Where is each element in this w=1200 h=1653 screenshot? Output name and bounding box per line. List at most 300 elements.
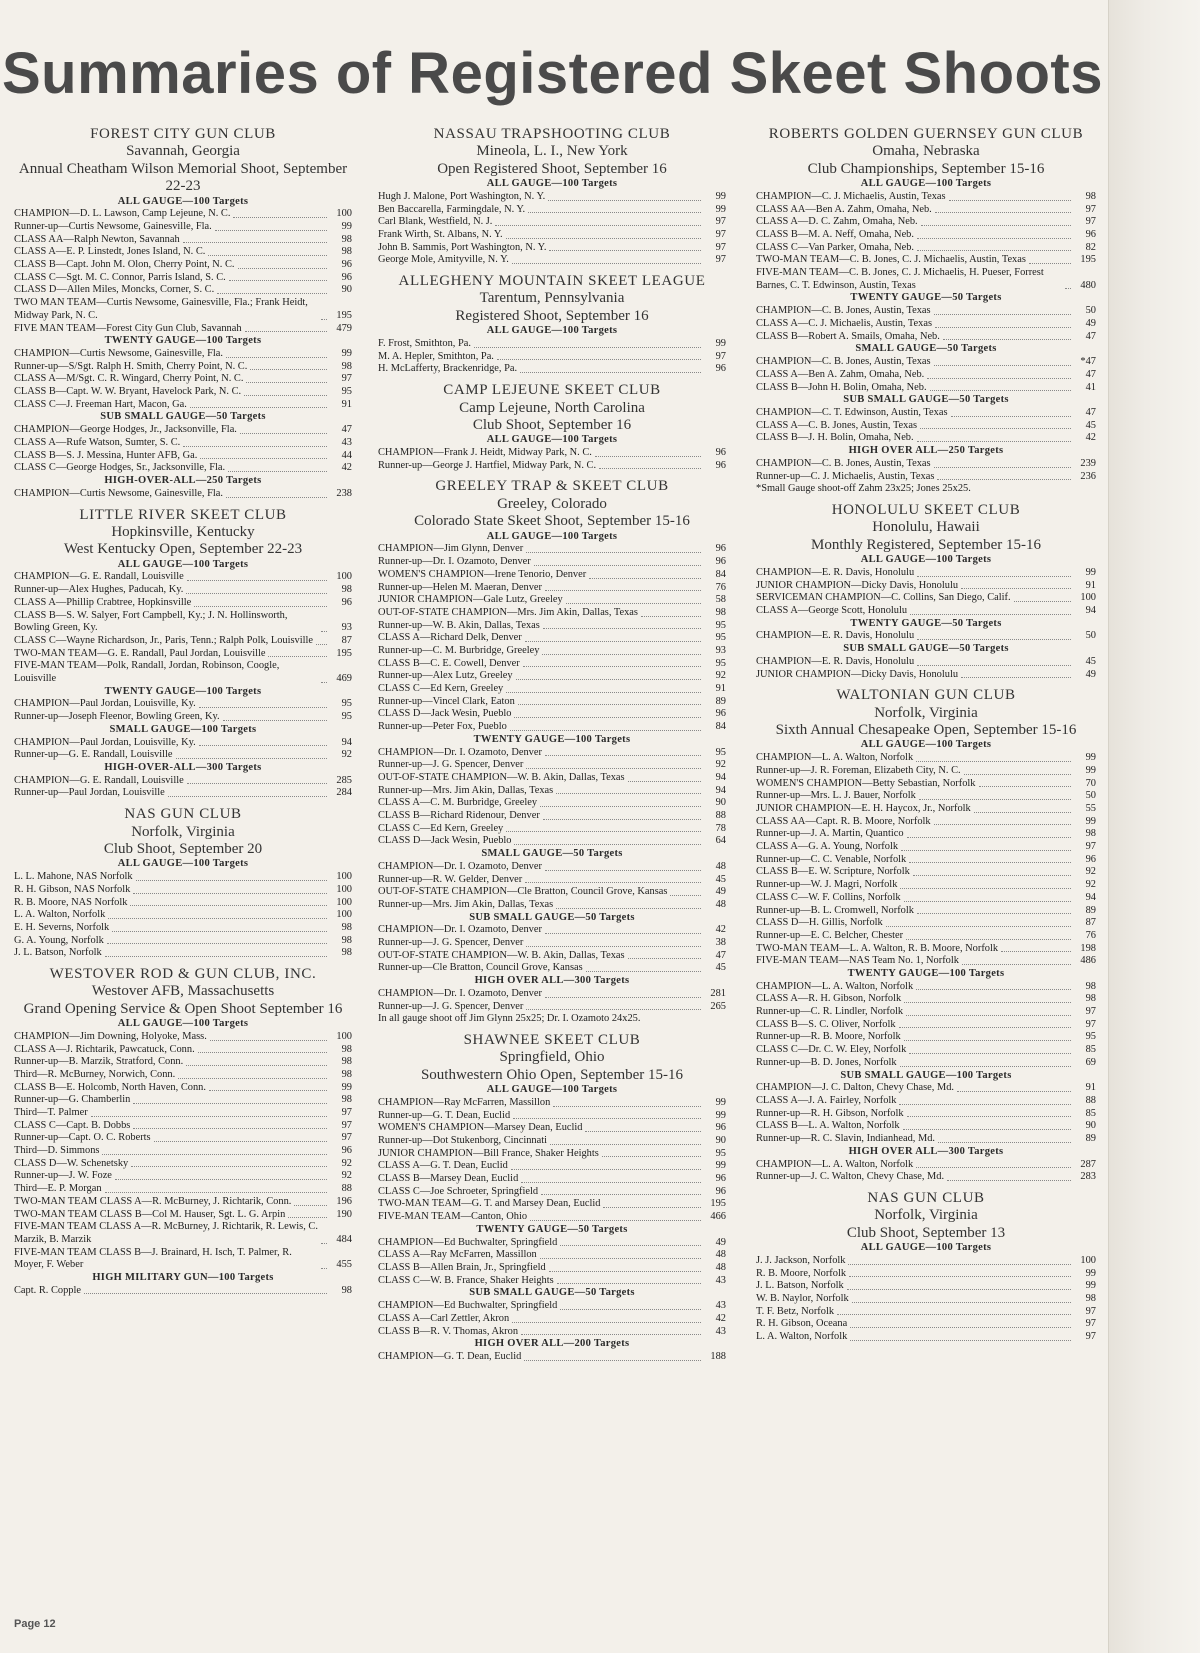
result-score: 95 bbox=[715, 657, 726, 669]
dot-leader bbox=[934, 365, 1071, 366]
result-row bbox=[756, 605, 1096, 618]
dot-leader bbox=[850, 1327, 1071, 1328]
result-name: CLASS AA—Ralph Newton, Savannah bbox=[14, 233, 180, 245]
result-score: 99 bbox=[341, 1081, 352, 1093]
dot-leader bbox=[917, 250, 1071, 251]
dot-leader bbox=[906, 939, 1071, 940]
dot-leader bbox=[521, 1334, 701, 1335]
result-name: CLASS C—Sgt. M. C. Connor, Parris Island, S. C. bbox=[14, 271, 226, 283]
dot-leader bbox=[199, 707, 327, 708]
result-name: JUNIOR CHAMPION—Dicky Davis, Honolulu bbox=[756, 579, 959, 591]
result-score: 49 bbox=[1085, 317, 1096, 329]
club-name: CAMP LEJEUNE SKEET CLUB bbox=[443, 382, 661, 399]
club-location: Springfield, Ohio bbox=[499, 1049, 605, 1066]
event-title: Sixth Annual Chesapeake Open, September 15-16 bbox=[775, 722, 1077, 739]
result-row bbox=[378, 1122, 726, 1135]
result-row bbox=[756, 752, 1096, 765]
result-name: CLASS AA—Ben A. Zahm, Omaha, Neb. bbox=[756, 203, 932, 215]
dot-leader bbox=[938, 1142, 1071, 1143]
gauge-heading: SMALL GAUGE—50 Targets bbox=[481, 848, 623, 860]
club-name: HONOLULU SKEET CLUB bbox=[831, 501, 1021, 518]
result-score: 97 bbox=[341, 373, 352, 385]
result-score: 44 bbox=[341, 449, 352, 461]
dot-leader bbox=[917, 576, 1071, 577]
result-row bbox=[378, 1001, 726, 1014]
result-name: R. B. Moore, Norfolk bbox=[756, 1267, 847, 1279]
result-name: Runner-up—W. B. Akin, Dallas, Texas bbox=[378, 619, 540, 631]
result-name: CHAMPION—E. R. Davis, Honolulu bbox=[756, 655, 915, 667]
dot-leader bbox=[521, 1182, 701, 1183]
result-name: CLASS A—G. A. Young, Norfolk bbox=[756, 841, 899, 853]
event-title: Club Championships, September 15-16 bbox=[807, 160, 1045, 177]
result-name: Runner-up—J. C. Walton, Chevy Chase, Md. bbox=[756, 1171, 945, 1183]
result-name: George Mole, Amityville, N. Y. bbox=[378, 254, 509, 266]
result-name: CLASS A—E. P. Linstedt, Jones Island, N. C. bbox=[14, 246, 206, 258]
result-row bbox=[756, 471, 1096, 484]
result-row bbox=[378, 899, 726, 912]
result-score: 195 bbox=[1080, 254, 1096, 266]
dot-leader bbox=[540, 806, 701, 807]
result-name: Runner-up—C. R. Lindler, Norfolk bbox=[756, 1006, 904, 1018]
result-score: 99 bbox=[715, 190, 726, 202]
dot-leader bbox=[957, 1091, 1071, 1092]
result-name: CLASS A—J. Richtarik, Pawcatuck, Conn. bbox=[14, 1043, 195, 1055]
result-name: OUT-OF-STATE CHAMPION—W. B. Akin, Dallas, Texas bbox=[378, 771, 625, 783]
dot-leader bbox=[506, 238, 701, 239]
dot-leader bbox=[541, 1194, 701, 1195]
dot-leader bbox=[628, 781, 701, 782]
result-row bbox=[14, 711, 352, 724]
dot-leader bbox=[186, 593, 327, 594]
result-row bbox=[756, 420, 1096, 433]
result-row bbox=[378, 1351, 726, 1364]
dot-leader bbox=[229, 280, 327, 281]
result-score: 98 bbox=[1085, 993, 1096, 1005]
dot-leader bbox=[131, 1166, 327, 1167]
result-row bbox=[14, 1056, 352, 1069]
dot-leader bbox=[516, 679, 701, 680]
result-row bbox=[14, 208, 352, 221]
dot-leader bbox=[321, 682, 327, 683]
result-name: FIVE-MAN TEAM CLASS B—J. Brainard, H. Isch, T. Palmer, R. Moyer, F. Weber bbox=[14, 1246, 292, 1271]
result-name: CHAMPION—C. B. Jones, Austin, Texas bbox=[756, 457, 931, 469]
gauge-heading: ALL GAUGE—100 Targets bbox=[486, 1084, 618, 1096]
event-title: Club Shoot, September 13 bbox=[846, 1224, 1006, 1241]
result-score: 469 bbox=[336, 672, 352, 684]
result-score: 55 bbox=[1085, 803, 1096, 814]
result-row bbox=[378, 924, 726, 937]
dot-leader bbox=[602, 1156, 701, 1157]
result-row bbox=[378, 785, 726, 798]
result-name: Runner-up—G. Chamberlin bbox=[14, 1094, 131, 1106]
result-row bbox=[14, 234, 352, 247]
result-score: 90 bbox=[715, 797, 726, 809]
result-score: 281 bbox=[710, 987, 726, 999]
result-name: W. B. Naylor, Norfolk bbox=[756, 1292, 849, 1304]
result-name: Runner-up—C. C. Venable, Norfolk bbox=[756, 853, 907, 865]
result-name: J. L. Batson, Norfolk bbox=[756, 1280, 844, 1292]
result-name: CLASS A—Richard Delk, Denver bbox=[378, 632, 522, 644]
gauge-heading: SUB SMALL GAUGE—100 Targets bbox=[840, 1069, 1012, 1081]
result-row bbox=[378, 607, 726, 620]
result-name: CHAMPION—Curtis Newsome, Gainesville, Fla. bbox=[14, 348, 223, 360]
result-name: Runner-up—J. G. Spencer, Denver bbox=[378, 759, 524, 771]
result-name: CLASS D—Allen Miles, Moncks, Corner, S. C. bbox=[14, 284, 215, 296]
result-row bbox=[378, 670, 726, 683]
club-location: Mineola, L. I., New York bbox=[476, 143, 628, 160]
gauge-heading: TWENTY GAUGE—50 Targets bbox=[850, 617, 1002, 629]
result-score: 97 bbox=[715, 254, 726, 266]
result-score: 196 bbox=[336, 1195, 352, 1207]
result-row bbox=[14, 922, 352, 935]
result-score: 97 bbox=[1085, 203, 1096, 215]
result-name: CLASS A—Carl Zettler, Akron bbox=[378, 1312, 510, 1324]
result-row bbox=[378, 721, 726, 734]
result-score: 42 bbox=[715, 1312, 726, 1324]
result-row bbox=[14, 1285, 352, 1298]
result-row bbox=[756, 1255, 1096, 1268]
club-section bbox=[14, 806, 352, 960]
result-name: CLASS D—Jack Wesin, Pueblo bbox=[378, 835, 512, 847]
dot-leader bbox=[250, 369, 327, 370]
dot-leader bbox=[903, 1129, 1071, 1130]
dot-leader bbox=[187, 783, 327, 784]
result-name: CLASS A—Ben A. Zahm, Omaha, Neb. bbox=[756, 368, 925, 380]
dot-leader bbox=[288, 1217, 327, 1218]
result-row bbox=[756, 803, 1096, 816]
result-score: 95 bbox=[341, 711, 352, 723]
dot-leader bbox=[899, 1027, 1071, 1028]
dot-leader bbox=[557, 1283, 701, 1284]
result-name: CLASS B—M. A. Neff, Omaha, Neb. bbox=[756, 229, 914, 241]
dot-leader bbox=[130, 905, 327, 906]
result-row bbox=[378, 1198, 726, 1211]
club-section bbox=[378, 126, 726, 267]
result-score: 98 bbox=[341, 360, 352, 372]
result-row bbox=[756, 1095, 1096, 1108]
result-score: 48 bbox=[715, 860, 726, 872]
result-row bbox=[378, 338, 726, 351]
result-row bbox=[378, 1275, 726, 1288]
result-row bbox=[378, 543, 726, 556]
result-score: 95 bbox=[715, 1147, 726, 1159]
result-row bbox=[14, 272, 352, 285]
dot-leader bbox=[528, 212, 701, 213]
result-score: 98 bbox=[1085, 828, 1096, 840]
result-name: Third—T. Palmer bbox=[14, 1107, 88, 1119]
result-score: 43 bbox=[715, 1325, 726, 1337]
result-score: 70 bbox=[1085, 777, 1096, 789]
dot-leader bbox=[512, 1322, 701, 1323]
result-score: 50 bbox=[1085, 790, 1096, 802]
result-score: 265 bbox=[710, 1000, 726, 1012]
result-row bbox=[756, 943, 1096, 956]
dot-leader bbox=[1001, 951, 1071, 952]
result-score: 48 bbox=[715, 1249, 726, 1261]
result-score: 99 bbox=[1085, 1267, 1096, 1279]
result-row bbox=[378, 861, 726, 874]
result-score: 78 bbox=[715, 822, 726, 834]
result-row bbox=[378, 1160, 726, 1173]
result-row bbox=[378, 1173, 726, 1186]
result-score: 47 bbox=[1085, 330, 1096, 342]
dot-leader bbox=[321, 1268, 327, 1269]
dot-leader bbox=[518, 704, 701, 705]
result-name: CLASS B—Capt. John M. Olon, Cherry Point, N. C. bbox=[14, 259, 235, 271]
result-score: 99 bbox=[1085, 566, 1096, 578]
result-score: 43 bbox=[715, 1300, 726, 1312]
result-name: Runner-up—B. L. Cromwell, Norfolk bbox=[756, 904, 914, 916]
gauge-heading: ALL GAUGE—100 Targets bbox=[486, 325, 618, 337]
result-row bbox=[756, 1331, 1096, 1344]
result-score: 100 bbox=[1080, 1254, 1096, 1266]
dot-leader bbox=[495, 225, 701, 226]
club-location: Camp Lejeune, North Carolina bbox=[459, 399, 645, 416]
result-name: Runner-up—Alex Lutz, Greeley bbox=[378, 670, 513, 682]
dot-leader bbox=[136, 880, 327, 881]
dot-leader bbox=[542, 654, 701, 655]
dot-leader bbox=[913, 875, 1071, 876]
result-row bbox=[756, 191, 1096, 204]
result-score: 96 bbox=[715, 708, 726, 720]
result-name: CLASS A—Ray McFarren, Massillon bbox=[378, 1249, 537, 1261]
club-location: Westover AFB, Massachusetts bbox=[91, 983, 275, 1000]
result-row bbox=[378, 823, 726, 836]
club-name: WALTONIAN GUN CLUB bbox=[836, 687, 1016, 704]
result-name: CLASS C—Capt. B. Dobbs bbox=[14, 1119, 131, 1131]
result-score: 88 bbox=[715, 809, 726, 821]
result-row bbox=[756, 1280, 1096, 1293]
result-row bbox=[14, 424, 352, 437]
event-title: Open Registered Shoot, September 16 bbox=[437, 160, 667, 177]
result-score: 190 bbox=[336, 1208, 352, 1220]
result-row bbox=[756, 318, 1096, 331]
dot-leader bbox=[497, 359, 701, 360]
result-score: 42 bbox=[715, 924, 726, 936]
result-name: CLASS B—C. E. Cowell, Denver bbox=[378, 657, 520, 669]
result-name: CLASS C—Van Parker, Omaha, Neb. bbox=[756, 241, 915, 253]
gauge-heading: HIGH OVER ALL—300 Targets bbox=[474, 975, 630, 987]
result-name: Runner-up—J. A. Martin, Quantico bbox=[756, 828, 904, 840]
dot-leader bbox=[545, 755, 701, 756]
dot-leader bbox=[84, 1293, 327, 1294]
club-section bbox=[378, 478, 726, 1026]
result-name: FIVE-MAN TEAM—Polk, Randall, Jordan, Robinson, Coogle, Louisville bbox=[14, 660, 280, 684]
result-score: 89 bbox=[1085, 1133, 1096, 1145]
result-score: 195 bbox=[710, 1198, 726, 1210]
club-name: ALLEGHENY MOUNTAIN SKEET LEAGUE bbox=[398, 273, 706, 290]
result-name: CLASS D—Jack Wesin, Pueblo bbox=[378, 708, 512, 720]
result-row bbox=[756, 866, 1096, 879]
result-name: Runner-up—Mrs. L. J. Bauer, Norfolk bbox=[756, 790, 916, 802]
result-name: Runner-up—Joseph Fleenor, Bowling Green, Ky. bbox=[14, 711, 220, 723]
result-name: CLASS A—J. A. Fairley, Norfolk bbox=[756, 1095, 897, 1107]
dot-leader bbox=[217, 293, 327, 294]
result-name: CLASS A—R. H. Gibson, Norfolk bbox=[756, 993, 902, 1005]
result-name: Runner-up—Mrs. Jim Akin, Dallas, Texas bbox=[378, 784, 554, 796]
result-score: 97 bbox=[1085, 1006, 1096, 1018]
result-row bbox=[378, 645, 726, 658]
dot-leader bbox=[226, 497, 327, 498]
dot-leader bbox=[91, 1116, 327, 1117]
gauge-heading: TWENTY GAUGE—100 Targets bbox=[473, 733, 631, 745]
result-name: Third—E. P. Morgan bbox=[14, 1183, 102, 1195]
result-name: Runner-up—Mrs. Jim Akin, Dallas, Texas bbox=[378, 898, 554, 910]
club-section bbox=[378, 273, 726, 376]
club-name: NAS GUN CLUB bbox=[867, 1189, 985, 1206]
dot-leader bbox=[543, 628, 701, 629]
result-score: 97 bbox=[341, 1132, 352, 1144]
result-name: Runner-up—George J. Hartfiel, Midway Park, N. C. bbox=[378, 459, 597, 471]
dot-leader bbox=[549, 250, 701, 251]
club-location: Tarentum, Pennsylvania bbox=[479, 290, 625, 307]
result-row bbox=[756, 216, 1096, 229]
dot-leader bbox=[523, 666, 701, 667]
result-score: 84 bbox=[715, 568, 726, 580]
dot-leader bbox=[208, 255, 327, 256]
result-score: 99 bbox=[1085, 764, 1096, 776]
dot-leader bbox=[964, 774, 1071, 775]
result-score: 95 bbox=[715, 746, 726, 758]
result-score: 486 bbox=[1080, 955, 1096, 967]
result-score: 285 bbox=[336, 774, 352, 786]
result-row bbox=[14, 749, 352, 762]
gauge-heading: HIGH OVER ALL—300 Targets bbox=[848, 1145, 1004, 1157]
result-row bbox=[378, 759, 726, 772]
result-name: CLASS A—George Scott, Honolulu bbox=[756, 604, 908, 616]
result-row bbox=[14, 488, 352, 501]
result-row bbox=[378, 874, 726, 887]
result-row bbox=[378, 460, 726, 473]
result-name: Runner-up—Dr. I. Ozamoto, Denver bbox=[378, 556, 531, 568]
result-name: OUT-OF-STATE CHAMPION—Cle Bratton, Council Grove, Kansas bbox=[378, 886, 668, 898]
result-name: JUNIOR CHAMPION—Dicky Davis, Honolulu bbox=[756, 668, 959, 680]
result-name: CHAMPION—G. E. Randall, Louisville bbox=[14, 774, 184, 786]
result-name: CHAMPION—George Hodges, Jr., Jacksonville, Fla. bbox=[14, 424, 237, 436]
result-score: 58 bbox=[715, 594, 726, 606]
event-title: Club Shoot, September 16 bbox=[472, 416, 632, 433]
dot-leader bbox=[934, 467, 1071, 468]
result-name: CLASS A—M/Sgt. C. R. Wingard, Cherry Point, N. C. bbox=[14, 373, 244, 385]
dot-leader bbox=[200, 458, 327, 459]
result-score: 195 bbox=[336, 309, 352, 321]
dot-leader bbox=[520, 372, 701, 373]
result-score: 47 bbox=[341, 424, 352, 436]
result-row bbox=[378, 683, 726, 696]
result-name: R. H. Gibson, NAS Norfolk bbox=[14, 883, 131, 895]
result-score: 92 bbox=[341, 1170, 352, 1182]
result-name: CLASS B—J. H. Bolin, Omaha, Neb. bbox=[756, 432, 914, 444]
result-name: CLASS B—Capt. W. W. Bryant, Havelock Park, N. C. bbox=[14, 386, 242, 398]
result-score: 100 bbox=[336, 208, 352, 220]
result-score: 90 bbox=[715, 1135, 726, 1147]
result-row bbox=[378, 1135, 726, 1148]
result-name: TWO MAN TEAM—Curtis Newsome, Gainesville, Fla.; Frank Heidt, Midway Park, N. C. bbox=[14, 297, 308, 321]
gauge-heading: ALL GAUGE—100 Targets bbox=[117, 1018, 249, 1030]
dot-leader bbox=[848, 1264, 1071, 1265]
dot-leader bbox=[920, 428, 1071, 429]
result-score: 76 bbox=[1085, 929, 1096, 941]
event-title: Monthly Registered, September 15-16 bbox=[811, 536, 1041, 553]
result-name: CHAMPION—L. A. Walton, Norfolk bbox=[756, 1158, 914, 1170]
dot-leader bbox=[589, 578, 701, 579]
column-right bbox=[756, 126, 1096, 1350]
result-name: CHAMPION—Paul Jordan, Louisville, Ky. bbox=[14, 698, 196, 710]
dot-leader bbox=[917, 665, 1071, 666]
club-location: Norfolk, Virginia bbox=[874, 704, 978, 721]
result-score: 98 bbox=[341, 233, 352, 245]
result-row bbox=[756, 841, 1096, 854]
result-row bbox=[378, 658, 726, 671]
dot-leader bbox=[190, 407, 327, 408]
result-score: 479 bbox=[336, 322, 352, 334]
result-name: Runner-up—W. J. Magri, Norfolk bbox=[756, 879, 898, 891]
dot-leader bbox=[540, 1258, 701, 1259]
dot-leader bbox=[979, 786, 1072, 787]
result-row bbox=[14, 1094, 352, 1107]
result-name: CLASS C—Ed Kern, Greeley bbox=[378, 822, 504, 834]
result-row bbox=[14, 571, 352, 584]
dot-leader bbox=[549, 1271, 701, 1272]
result-row bbox=[756, 382, 1096, 395]
result-score: *47 bbox=[1080, 356, 1096, 368]
result-row bbox=[756, 1057, 1096, 1070]
result-row bbox=[378, 632, 726, 645]
dot-leader bbox=[526, 1009, 701, 1010]
shoot-off-note: In all gauge shoot off Jim Glynn 25x25; Dr. I. Ozamoto 24x25. bbox=[378, 1013, 641, 1025]
gauge-heading: ALL GAUGE—100 Targets bbox=[117, 195, 249, 207]
result-name: CHAMPION—C. B. Jones, Austin, Texas bbox=[756, 356, 931, 368]
result-row bbox=[14, 1069, 352, 1082]
result-row bbox=[378, 1326, 726, 1339]
dot-leader bbox=[321, 319, 327, 320]
event-title: West Kentucky Open, September 22-23 bbox=[63, 541, 303, 558]
dot-leader bbox=[934, 824, 1071, 825]
result-score: 97 bbox=[1085, 841, 1096, 853]
gauge-heading: ALL GAUGE—100 Targets bbox=[860, 739, 992, 751]
dot-leader bbox=[526, 768, 701, 769]
dot-leader bbox=[550, 1144, 701, 1145]
result-row bbox=[378, 962, 726, 975]
result-row bbox=[14, 1145, 352, 1158]
result-row bbox=[14, 660, 352, 685]
result-name: Ben Baccarella, Farmingdale, N. Y. bbox=[378, 203, 526, 215]
result-score: 91 bbox=[1085, 579, 1096, 591]
result-name: TWO-MAN TEAM—G. T. and Marsey Dean, Euclid bbox=[378, 1198, 601, 1210]
result-score: 96 bbox=[715, 1185, 726, 1197]
dot-leader bbox=[962, 964, 1071, 965]
result-name: Runner-up—Helen M. Maeran, Denver bbox=[378, 581, 542, 593]
result-score: 98 bbox=[341, 934, 352, 946]
result-name: John B. Sammis, Port Washington, N. Y. bbox=[378, 241, 547, 253]
result-score: 49 bbox=[715, 1236, 726, 1248]
result-row bbox=[14, 1170, 352, 1183]
club-name: ROBERTS GOLDEN GUERNSEY GUN CLUB bbox=[768, 126, 1084, 142]
result-name: CLASS C—Joe Schroeter, Springfield bbox=[378, 1185, 539, 1197]
result-row bbox=[14, 1196, 352, 1209]
result-score: 238 bbox=[336, 487, 352, 499]
result-row bbox=[378, 594, 726, 607]
gauge-heading: ALL GAUGE—100 Targets bbox=[486, 530, 618, 542]
result-score: 455 bbox=[336, 1259, 352, 1271]
result-name: Runner-up—G. T. Dean, Euclid bbox=[378, 1109, 511, 1121]
gauge-heading: HIGH MILITARY GUN—100 Targets bbox=[92, 1271, 274, 1283]
result-score: 97 bbox=[715, 241, 726, 253]
result-name: CLASS B—John H. Bolin, Omaha, Neb. bbox=[756, 381, 927, 393]
result-name: CHAMPION—Jim Downing, Holyoke, Mass. bbox=[14, 1030, 207, 1042]
result-score: 91 bbox=[715, 683, 726, 694]
result-row bbox=[378, 191, 726, 204]
